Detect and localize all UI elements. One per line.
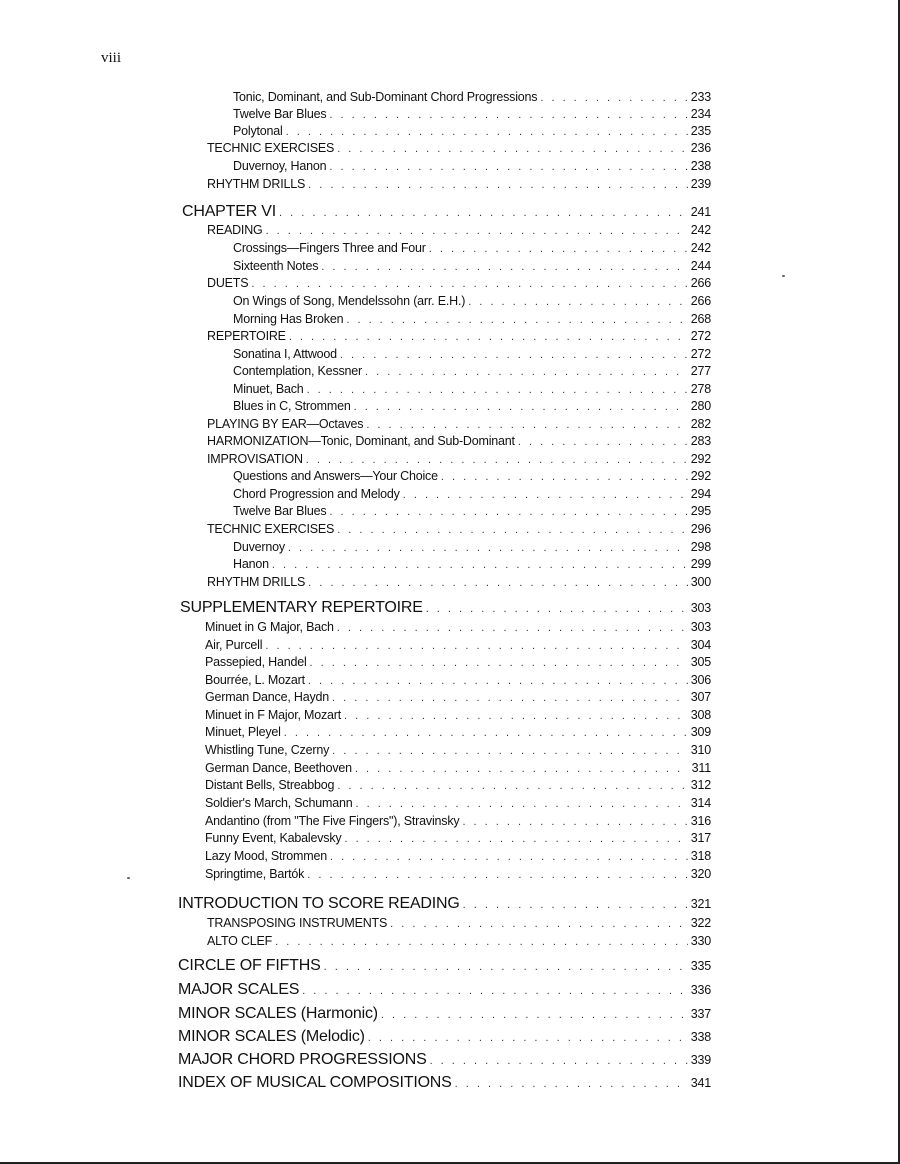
toc-entry	[233, 347, 711, 361]
toc-entry-page: 244	[690, 259, 711, 273]
toc-entry-title: Duvernoy, Hanon	[233, 159, 327, 173]
toc-entry-title: READING	[207, 223, 263, 237]
toc-entry-page: 298	[690, 540, 711, 554]
dot-leader	[368, 1032, 688, 1044]
toc-entry-title: Springtime, Bartók	[205, 867, 305, 881]
dot-leader	[337, 622, 688, 634]
toc-entry-title: INTRODUCTION TO SCORE READING	[178, 895, 460, 912]
dot-leader	[340, 349, 688, 361]
toc-entry	[205, 725, 711, 739]
toc-entry-title: CHAPTER VI	[182, 203, 277, 220]
toc-entry-page: 272	[690, 347, 711, 361]
toc-entry	[207, 223, 711, 237]
dot-leader	[403, 489, 688, 501]
dot-leader	[455, 1078, 688, 1090]
toc-entry-page: 266	[690, 294, 711, 308]
toc-entry	[233, 504, 711, 518]
toc-entry-title: Lazy Mood, Strommen	[205, 849, 327, 863]
toc-entry-page: 316	[690, 814, 711, 828]
toc-entry-title: MINOR SCALES (Harmonic)	[178, 1005, 378, 1022]
dot-leader	[307, 384, 688, 396]
toc-entry-title: Hanon	[233, 557, 269, 571]
toc-entry	[178, 1074, 711, 1092]
toc-entry	[207, 329, 711, 343]
toc-entry	[233, 487, 711, 501]
toc-entry-title: TRANSPOSING INSTRUMENTS	[207, 916, 388, 930]
toc-entry-title: TECHNIC EXERCISES	[207, 141, 335, 155]
toc-entry	[205, 831, 711, 845]
toc-entry	[233, 107, 711, 121]
toc-entry	[178, 1028, 711, 1046]
dot-leader	[329, 161, 687, 173]
toc-entry	[178, 895, 711, 913]
toc-entry-title: INDEX OF MUSICAL COMPOSITIONS	[178, 1074, 452, 1091]
toc-entry-page: 234	[690, 107, 711, 121]
toc-entry	[233, 469, 711, 483]
dot-leader	[302, 985, 688, 997]
toc-entry-page: 272	[690, 329, 711, 343]
dot-leader	[390, 918, 688, 930]
dot-leader	[324, 961, 688, 973]
toc-entry-page: 304	[690, 638, 711, 652]
toc-entry-page: 310	[690, 743, 711, 757]
dot-leader	[540, 92, 687, 104]
toc-entry-title: German Dance, Beethoven	[205, 761, 352, 775]
toc-entry-title: Distant Bells, Streabbog	[205, 778, 335, 792]
dot-leader	[355, 798, 687, 810]
dot-leader	[463, 899, 688, 911]
toc-entry-title: Crossings—Fingers Three and Four	[233, 241, 426, 255]
dot-leader	[310, 657, 688, 669]
toc-entry-page: 312	[690, 778, 711, 792]
dot-leader	[337, 143, 688, 155]
toc-entry-page: 309	[690, 725, 711, 739]
toc-entry	[205, 778, 711, 792]
dot-leader	[308, 577, 688, 589]
toc-entry-title: MAJOR CHORD PROGRESSIONS	[178, 1051, 427, 1068]
toc-entry-title: Blues in C, Strommen	[233, 399, 351, 413]
toc-entry	[207, 452, 711, 466]
toc-entry-page: 317	[690, 831, 711, 845]
dot-leader	[308, 675, 688, 687]
toc-entry	[178, 981, 711, 999]
toc-entry-page: 238	[690, 159, 711, 173]
toc-entry	[207, 934, 711, 948]
toc-entry-page: 242	[690, 241, 711, 255]
toc-entry-title: DUETS	[207, 276, 249, 290]
dot-leader	[429, 243, 688, 255]
dot-leader	[337, 524, 688, 536]
dot-leader	[307, 869, 688, 881]
toc-entry-title: Morning Has Broken	[233, 312, 344, 326]
toc-entry-page: 330	[690, 934, 711, 948]
toc-entry-title: Sonatina I, Attwood	[233, 347, 337, 361]
toc-entry	[205, 708, 711, 722]
toc-entry	[233, 399, 711, 413]
toc-entry-page: 335	[690, 959, 711, 973]
toc-entry-page: 306	[690, 673, 711, 687]
toc-entry-title: Passepied, Handel	[205, 655, 307, 669]
dot-leader	[344, 710, 688, 722]
toc-entry-page: 308	[690, 708, 711, 722]
toc-entry-page: 294	[690, 487, 711, 501]
dot-leader	[330, 851, 688, 863]
dot-leader	[288, 542, 688, 554]
dot-leader	[518, 436, 688, 448]
toc-entry	[205, 849, 711, 863]
toc-entry-page: 322	[690, 916, 711, 930]
toc-entry-page: 303	[690, 601, 711, 615]
toc-entry-title: Sixteenth Notes	[233, 259, 319, 273]
toc-entry	[180, 599, 711, 617]
dot-leader	[275, 936, 688, 948]
toc-entry-title: Minuet in G Major, Bach	[205, 620, 334, 634]
toc-entry-title: Polytonal	[233, 124, 283, 138]
toc-entry	[207, 575, 711, 589]
toc-entry-title: Chord Progression and Melody	[233, 487, 400, 501]
toc-entry-page: 292	[690, 452, 711, 466]
toc-entry	[178, 1051, 711, 1069]
toc-entry-page: 341	[690, 1076, 711, 1090]
toc-entry	[233, 294, 711, 308]
dot-leader	[355, 763, 689, 775]
dot-leader	[306, 454, 688, 466]
toc-entry-page: 314	[690, 796, 711, 810]
dot-leader	[284, 727, 688, 739]
dot-leader	[272, 559, 688, 571]
dot-leader	[426, 603, 688, 615]
toc-entry-page: 239	[690, 177, 711, 191]
toc-entry	[233, 382, 711, 396]
toc-entry	[182, 203, 711, 221]
dot-leader	[321, 261, 687, 273]
toc-entry-title: Minuet in F Major, Mozart	[205, 708, 342, 722]
dot-leader	[337, 780, 687, 792]
toc-entry-page: 266	[690, 276, 711, 290]
dot-leader	[308, 179, 688, 191]
toc-entry	[205, 655, 711, 669]
toc-entry-page: 320	[690, 867, 711, 881]
toc-entry-title: Whistling Tune, Czerny	[205, 743, 330, 757]
toc-entry-page: 336	[690, 983, 711, 997]
toc-entry-page: 296	[690, 522, 711, 536]
toc-entry-page: 292	[690, 469, 711, 483]
toc-entry-page: 283	[690, 434, 711, 448]
dot-leader	[329, 506, 687, 518]
toc-entry-title: German Dance, Haydn	[205, 690, 330, 704]
toc-entry	[207, 916, 711, 930]
toc-entry-title: Twelve Bar Blues	[233, 107, 327, 121]
toc-entry-page: 303	[690, 620, 711, 634]
toc-entry-page: 242	[690, 223, 711, 237]
toc-entry	[205, 814, 711, 828]
toc-entry-title: Contemplation, Kessner	[233, 364, 363, 378]
toc-entry-title: Twelve Bar Blues	[233, 504, 327, 518]
toc-entry	[207, 417, 711, 431]
toc-entry-title: Funny Event, Kabalevsky	[205, 831, 342, 845]
toc-entry-title: Bourrée, L. Mozart	[205, 673, 305, 687]
toc-entry	[233, 364, 711, 378]
toc-entry	[205, 761, 711, 775]
toc-entry	[205, 796, 711, 810]
toc-entry	[205, 867, 711, 881]
toc-entry-page: 236	[690, 141, 711, 155]
toc-entry	[207, 434, 711, 448]
dot-leader	[265, 640, 687, 652]
dot-leader	[430, 1055, 688, 1067]
toc-entry-page: 235	[690, 124, 711, 138]
toc-entry-page: 280	[690, 399, 711, 413]
toc-entry	[233, 241, 711, 255]
toc-entry-title: Andantino (from "The Five Fingers"), Stravinsky	[205, 814, 460, 828]
page-number: viii	[101, 50, 122, 66]
dot-leader	[329, 109, 687, 121]
toc-entry	[233, 90, 711, 104]
toc-entry	[233, 159, 711, 173]
toc-entry	[205, 690, 711, 704]
toc-entry-page: 300	[690, 575, 711, 589]
toc-entry-page: 307	[690, 690, 711, 704]
dot-leader	[286, 126, 688, 138]
dot-leader	[366, 419, 687, 431]
toc-entry-title: SUPPLEMENTARY REPERTOIRE	[180, 599, 423, 616]
dot-leader	[468, 296, 688, 308]
dot-leader	[462, 816, 687, 828]
toc-entry	[205, 743, 711, 757]
toc-entry	[233, 557, 711, 571]
toc-entry-title: ALTO CLEF	[207, 934, 273, 948]
toc-entry-title: IMPROVISATION	[207, 452, 303, 466]
scan-speck	[782, 275, 785, 277]
toc-entry-page: 339	[690, 1053, 711, 1067]
toc-entry	[207, 177, 711, 191]
dot-leader	[344, 833, 687, 845]
toc-entry	[178, 1005, 711, 1023]
toc-entry-page: 277	[690, 364, 711, 378]
toc-entry-page: 337	[690, 1007, 711, 1021]
toc-entry-title: MAJOR SCALES	[178, 981, 300, 998]
toc-entry-title: Minuet, Bach	[233, 382, 304, 396]
toc-entry-title: HARMONIZATION—Tonic, Dominant, and Sub-Dominant	[207, 434, 515, 448]
toc-entry-title: RHYTHM DRILLS	[207, 575, 306, 589]
toc-entry-title: RHYTHM DRILLS	[207, 177, 306, 191]
dot-leader	[441, 471, 688, 483]
dot-leader	[346, 314, 687, 326]
toc-entry-page: 318	[690, 849, 711, 863]
toc-entry-page: 241	[690, 205, 711, 219]
dot-leader	[279, 207, 688, 219]
toc-entry-title: TECHNIC EXERCISES	[207, 522, 335, 536]
toc-entry	[207, 141, 711, 155]
toc-entry	[233, 540, 711, 554]
toc-entry-title: Tonic, Dominant, and Sub-Dominant Chord Progressions	[233, 90, 538, 104]
toc-entry-page: 321	[690, 897, 711, 911]
toc-entry-page: 311	[691, 761, 711, 775]
dot-leader	[381, 1009, 688, 1021]
toc-entry-page: 278	[690, 382, 711, 396]
toc-entry-title: Duvernoy	[233, 540, 285, 554]
toc-entry-title: Questions and Answers—Your Choice	[233, 469, 438, 483]
toc-entry	[233, 312, 711, 326]
toc-entry	[205, 673, 711, 687]
toc-entry	[207, 276, 711, 290]
toc-entry-title: REPERTOIRE	[207, 329, 286, 343]
dot-leader	[289, 331, 688, 343]
dot-leader	[332, 692, 688, 704]
toc-entry-page: 268	[690, 312, 711, 326]
toc-entry-title: MINOR SCALES (Melodic)	[178, 1028, 365, 1045]
toc-entry	[205, 620, 711, 634]
dot-leader	[251, 278, 687, 290]
dot-leader	[332, 745, 688, 757]
toc-entry-page: 282	[690, 417, 711, 431]
toc-entry-title: Minuet, Pleyel	[205, 725, 281, 739]
dot-leader	[365, 366, 688, 378]
toc-entry-title: On Wings of Song, Mendelssohn (arr. E.H.)	[233, 294, 466, 308]
dot-leader	[354, 401, 688, 413]
toc-entry-title: CIRCLE OF FIFTHS	[178, 957, 321, 974]
toc-entry-title: Air, Purcell	[205, 638, 263, 652]
toc-entry	[178, 957, 711, 975]
toc-entry-page: 338	[690, 1030, 711, 1044]
toc-entry	[205, 638, 711, 652]
toc-entry-page: 295	[690, 504, 711, 518]
toc-entry-page: 305	[690, 655, 711, 669]
dot-leader	[266, 225, 688, 237]
toc-entry	[207, 522, 711, 536]
toc-entry-page: 233	[690, 90, 711, 104]
toc-entry-page: 299	[690, 557, 711, 571]
scan-speck	[127, 877, 130, 879]
toc-entry	[233, 259, 711, 273]
toc-entry-title: PLAYING BY EAR—Octaves	[207, 417, 364, 431]
toc-entry	[233, 124, 711, 138]
toc-entry-title: Soldier's March, Schumann	[205, 796, 353, 810]
